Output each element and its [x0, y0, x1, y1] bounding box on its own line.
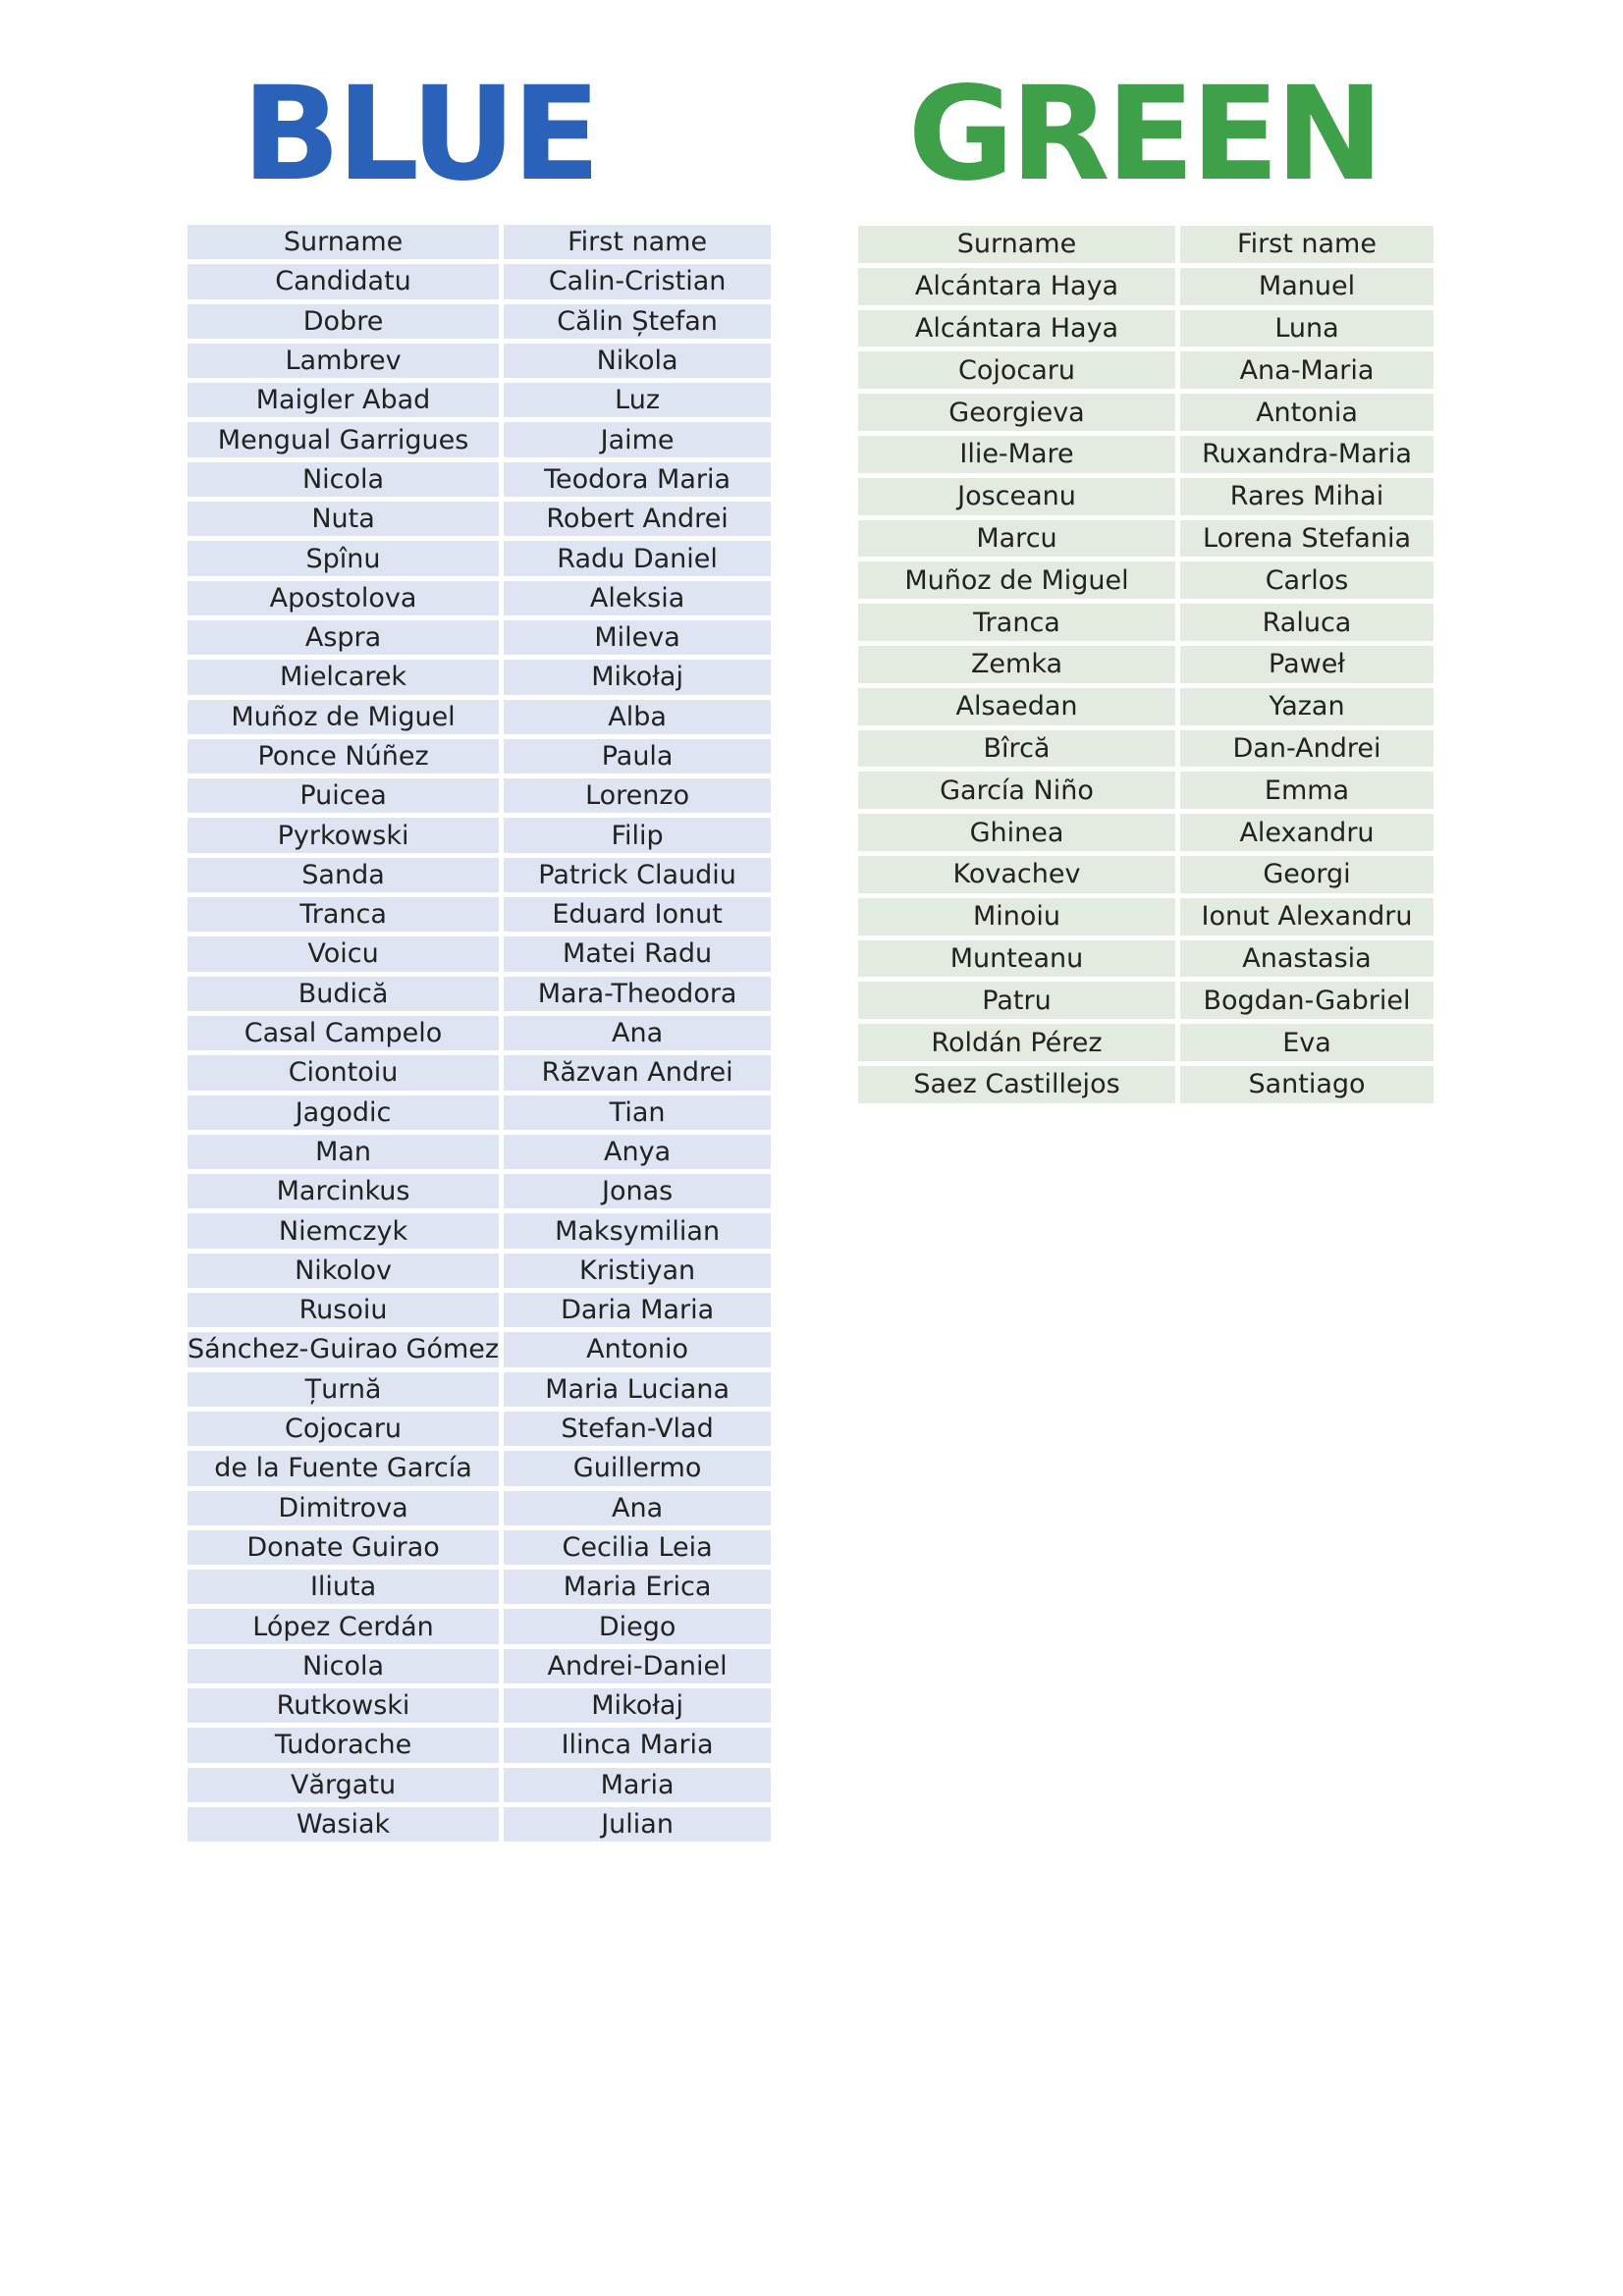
- table-row: [858, 604, 1434, 641]
- surname-cell: Niemczyk: [188, 1213, 499, 1248]
- first-name-cell: Stefan-Vlad: [504, 1412, 771, 1446]
- table-row: [188, 818, 771, 852]
- table-row: [188, 977, 771, 1011]
- surname-cell: Georgieva: [858, 394, 1175, 431]
- table-row: [858, 730, 1434, 768]
- table-header-row: [858, 226, 1434, 263]
- surname-cell: Josceanu: [858, 478, 1175, 515]
- first-name-cell: Julian: [504, 1807, 771, 1842]
- surname-cell: Muñoz de Miguel: [188, 700, 499, 734]
- surname-cell: Puicea: [188, 778, 499, 813]
- first-name-cell: Teodora Maria: [504, 462, 771, 497]
- first-name-cell: Antonio: [504, 1332, 771, 1366]
- surname-cell: Wasiak: [188, 1807, 499, 1842]
- table-row: [188, 1293, 771, 1327]
- first-name-cell: Emma: [1180, 772, 1434, 809]
- table-row: [188, 1491, 771, 1525]
- first-name-column-header: First name: [1180, 226, 1434, 263]
- surname-cell: Dimitrova: [188, 1491, 499, 1525]
- surname-cell: Zemka: [858, 646, 1175, 683]
- table-row: [858, 772, 1434, 809]
- table-row: [188, 581, 771, 615]
- first-name-cell: Luna: [1180, 310, 1434, 347]
- first-name-cell: Cecilia Leia: [504, 1530, 771, 1565]
- surname-cell: Bîrcă: [858, 730, 1175, 768]
- table-row: [188, 1254, 771, 1288]
- surname-cell: López Cerdán: [188, 1609, 499, 1643]
- surname-cell: Tranca: [188, 897, 499, 932]
- surname-cell: Ghinea: [858, 814, 1175, 851]
- first-name-cell: Jonas: [504, 1174, 771, 1208]
- surname-cell: Muñoz de Miguel: [858, 561, 1175, 599]
- first-name-cell: Ruxandra-Maria: [1180, 436, 1434, 473]
- table-row: [858, 268, 1434, 305]
- surname-cell: Man: [188, 1135, 499, 1169]
- blue-team-table: [183, 220, 776, 1846]
- surname-cell: Mielcarek: [188, 660, 499, 694]
- surname-cell: Apostolova: [188, 581, 499, 615]
- table-row: [188, 1332, 771, 1366]
- table-row: [858, 898, 1434, 935]
- table-row: [188, 383, 771, 417]
- table-row: [188, 422, 771, 456]
- surname-cell: Budică: [188, 977, 499, 1011]
- surname-cell: Minoiu: [858, 898, 1175, 935]
- table-row: [188, 1768, 771, 1802]
- surname-cell: Sánchez-Guirao Gómez: [188, 1332, 499, 1366]
- table-row: [858, 688, 1434, 725]
- surname-cell: Ponce Núñez: [188, 739, 499, 774]
- table-row: [188, 1372, 771, 1407]
- table-row: [188, 1451, 771, 1485]
- first-name-cell: Ana-Maria: [1180, 351, 1434, 389]
- green-team-title: GREEN: [907, 59, 1380, 210]
- first-name-cell: Diego: [504, 1609, 771, 1643]
- first-name-cell: Eduard Ionut: [504, 897, 771, 932]
- surname-cell: Alsaedan: [858, 688, 1175, 725]
- table-row: [188, 541, 771, 575]
- green-team-rows: [858, 226, 1434, 1103]
- surname-cell: Iliuta: [188, 1570, 499, 1604]
- table-row: [188, 1609, 771, 1643]
- first-name-cell: Robert Andrei: [504, 502, 771, 536]
- table-row: [188, 1530, 771, 1565]
- green-team-table: [853, 221, 1438, 1108]
- surname-cell: Pyrkowski: [188, 818, 499, 852]
- first-name-cell: Maksymilian: [504, 1213, 771, 1248]
- table-row: [188, 1016, 771, 1050]
- first-name-cell: Manuel: [1180, 268, 1434, 305]
- surname-cell: Kovachev: [858, 856, 1175, 893]
- table-row: [188, 1728, 771, 1762]
- surname-cell: Nuta: [188, 502, 499, 536]
- table-row: [188, 1649, 771, 1683]
- first-name-cell: Maria: [504, 1768, 771, 1802]
- table-row: [188, 1135, 771, 1169]
- first-name-cell: Ana: [504, 1016, 771, 1050]
- first-name-cell: Calin-Cristian: [504, 264, 771, 298]
- table-row: [858, 310, 1434, 347]
- first-name-cell: Mileva: [504, 620, 771, 655]
- first-name-cell: Yazan: [1180, 688, 1434, 725]
- first-name-cell: Lorena Stefania: [1180, 520, 1434, 558]
- surname-cell: Candidatu: [188, 264, 499, 298]
- surname-column-header: Surname: [858, 226, 1175, 263]
- table-row: [858, 1024, 1434, 1061]
- first-name-cell: Raluca: [1180, 604, 1434, 641]
- table-row: [188, 620, 771, 655]
- table-row: [858, 982, 1434, 1019]
- surname-cell: Patru: [858, 982, 1175, 1019]
- surname-cell: Nicola: [188, 462, 499, 497]
- table-row: [188, 1174, 771, 1208]
- table-row: [188, 1807, 771, 1842]
- table-row: [188, 1570, 771, 1604]
- surname-cell: Cojocaru: [858, 351, 1175, 389]
- first-name-cell: Bogdan-Gabriel: [1180, 982, 1434, 1019]
- surname-cell: Tudorache: [188, 1728, 499, 1762]
- surname-cell: Rutkowski: [188, 1688, 499, 1723]
- surname-cell: Aspra: [188, 620, 499, 655]
- first-name-cell: Răzvan Andrei: [504, 1055, 771, 1090]
- surname-cell: Mengual Garrigues: [188, 422, 499, 456]
- surname-cell: Nikolov: [188, 1254, 499, 1288]
- surname-column-header: Surname: [188, 225, 499, 259]
- table-row: [188, 1412, 771, 1446]
- first-name-cell: Kristiyan: [504, 1254, 771, 1288]
- first-name-column-header: First name: [504, 225, 771, 259]
- table-row: [188, 1688, 771, 1723]
- first-name-cell: Aleksia: [504, 581, 771, 615]
- first-name-cell: Alba: [504, 700, 771, 734]
- surname-cell: de la Fuente García: [188, 1451, 499, 1485]
- table-row: [858, 478, 1434, 515]
- surname-cell: Casal Campelo: [188, 1016, 499, 1050]
- table-row: [858, 940, 1434, 978]
- table-row: [858, 646, 1434, 683]
- surname-cell: Alcántara Haya: [858, 310, 1175, 347]
- first-name-cell: Eva: [1180, 1024, 1434, 1061]
- surname-cell: Ilie-Mare: [858, 436, 1175, 473]
- table-row: [188, 502, 771, 536]
- surname-cell: Voicu: [188, 936, 499, 971]
- first-name-cell: Carlos: [1180, 561, 1434, 599]
- first-name-cell: Mikołaj: [504, 660, 771, 694]
- table-row: [188, 462, 771, 497]
- first-name-cell: Matei Radu: [504, 936, 771, 971]
- table-row: [188, 660, 771, 694]
- table-row: [858, 1066, 1434, 1103]
- table-row: [858, 814, 1434, 851]
- first-name-cell: Filip: [504, 818, 771, 852]
- first-name-cell: Santiago: [1180, 1066, 1434, 1103]
- first-name-cell: Daria Maria: [504, 1293, 771, 1327]
- first-name-cell: Jaime: [504, 422, 771, 456]
- surname-cell: Marcinkus: [188, 1174, 499, 1208]
- table-row: [188, 778, 771, 813]
- table-row: [858, 856, 1434, 893]
- blue-team-title: BLUE: [242, 59, 597, 210]
- first-name-cell: Anya: [504, 1135, 771, 1169]
- table-row: [188, 897, 771, 932]
- first-name-cell: Georgi: [1180, 856, 1434, 893]
- table-row: [188, 264, 771, 298]
- first-name-cell: Paula: [504, 739, 771, 774]
- table-row: [188, 700, 771, 734]
- first-name-cell: Lorenzo: [504, 778, 771, 813]
- first-name-cell: Mikołaj: [504, 1688, 771, 1723]
- table-row: [858, 520, 1434, 558]
- surname-cell: Vărgatu: [188, 1768, 499, 1802]
- table-row: [858, 436, 1434, 473]
- table-row: [188, 858, 771, 892]
- first-name-cell: Mara-Theodora: [504, 977, 771, 1011]
- first-name-cell: Călin Ștefan: [504, 304, 771, 339]
- first-name-cell: Radu Daniel: [504, 541, 771, 575]
- surname-cell: Roldán Pérez: [858, 1024, 1175, 1061]
- first-name-cell: Maria Erica: [504, 1570, 771, 1604]
- surname-cell: Saez Castillejos: [858, 1066, 1175, 1103]
- surname-cell: Cojocaru: [188, 1412, 499, 1446]
- first-name-cell: Nikola: [504, 344, 771, 378]
- surname-cell: Nicola: [188, 1649, 499, 1683]
- first-name-cell: Maria Luciana: [504, 1372, 771, 1407]
- surname-cell: García Niño: [858, 772, 1175, 809]
- surname-cell: Rusoiu: [188, 1293, 499, 1327]
- first-name-cell: Patrick Claudiu: [504, 858, 771, 892]
- table-row: [188, 1055, 771, 1090]
- surname-cell: Dobre: [188, 304, 499, 339]
- surname-cell: Marcu: [858, 520, 1175, 558]
- table-row: [858, 394, 1434, 431]
- surname-cell: Donate Guirao: [188, 1530, 499, 1565]
- first-name-cell: Antonia: [1180, 394, 1434, 431]
- table-row: [188, 739, 771, 774]
- first-name-cell: Ana: [504, 1491, 771, 1525]
- surname-cell: Jagodic: [188, 1095, 499, 1130]
- blue-team-rows: [188, 225, 771, 1842]
- first-name-cell: Dan-Andrei: [1180, 730, 1434, 768]
- first-name-cell: Guillermo: [504, 1451, 771, 1485]
- first-name-cell: Anastasia: [1180, 940, 1434, 978]
- table-row: [188, 1213, 771, 1248]
- surname-cell: Spînu: [188, 541, 499, 575]
- first-name-cell: Tian: [504, 1095, 771, 1130]
- table-header-row: [188, 225, 771, 259]
- table-row: [188, 1095, 771, 1130]
- table-row: [858, 561, 1434, 599]
- surname-cell: Sanda: [188, 858, 499, 892]
- first-name-cell: Rares Mihai: [1180, 478, 1434, 515]
- surname-cell: Tranca: [858, 604, 1175, 641]
- first-name-cell: Luz: [504, 383, 771, 417]
- surname-cell: Țurnă: [188, 1372, 499, 1407]
- first-name-cell: Alexandru: [1180, 814, 1434, 851]
- table-row: [188, 936, 771, 971]
- first-name-cell: Andrei-Daniel: [504, 1649, 771, 1683]
- first-name-cell: Ionut Alexandru: [1180, 898, 1434, 935]
- first-name-cell: Paweł: [1180, 646, 1434, 683]
- surname-cell: Maigler Abad: [188, 383, 499, 417]
- surname-cell: Lambrev: [188, 344, 499, 378]
- table-row: [188, 344, 771, 378]
- table-row: [188, 304, 771, 339]
- surname-cell: Alcántara Haya: [858, 268, 1175, 305]
- table-row: [858, 351, 1434, 389]
- surname-cell: Munteanu: [858, 940, 1175, 978]
- first-name-cell: Ilinca Maria: [504, 1728, 771, 1762]
- surname-cell: Ciontoiu: [188, 1055, 499, 1090]
